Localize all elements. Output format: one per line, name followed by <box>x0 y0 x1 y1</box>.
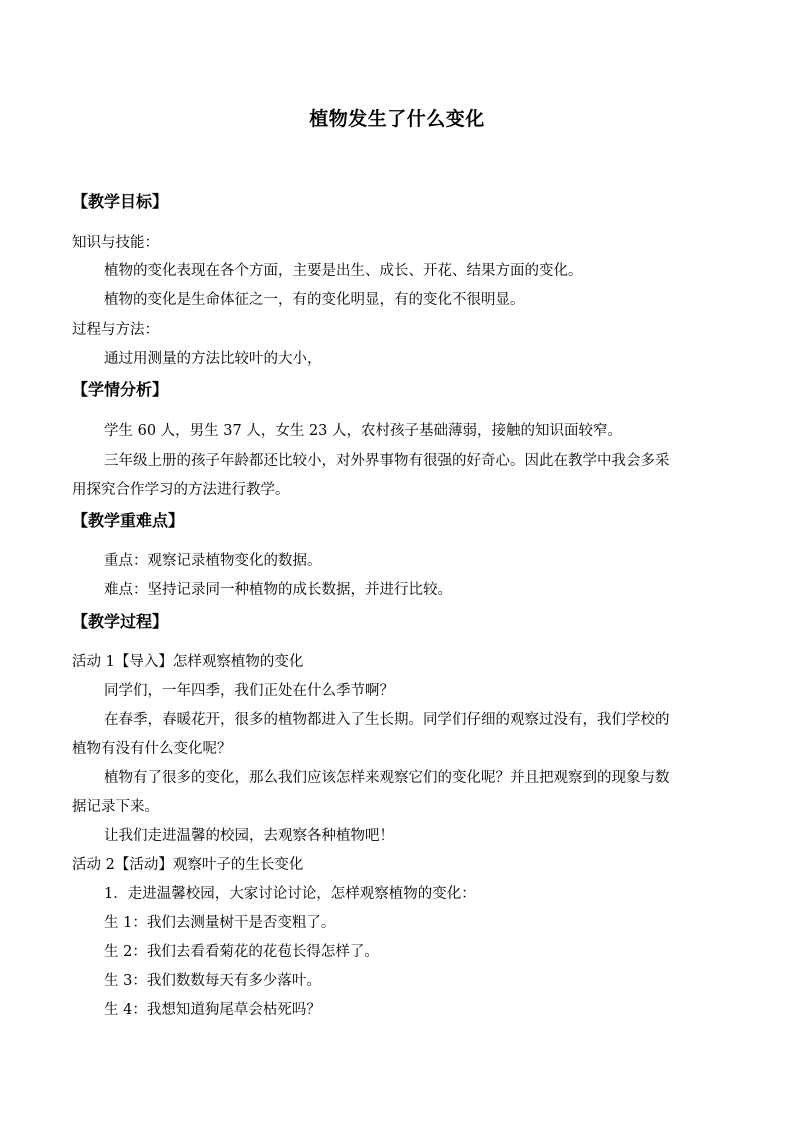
difficult-point: 难点：坚持记录同一种植物的成长数据，并进行比较。 <box>104 582 452 598</box>
activity-paragraph: 让我们走进温馨的校园，去观察各种植物吧！ <box>104 828 394 844</box>
process-item: 通过用测量的方法比较叶的大小， <box>104 351 322 367</box>
analysis-paragraph-continued: 用探究合作学习的方法进行教学。 <box>72 482 290 498</box>
section-heading-process: 【教学过程】 <box>72 612 169 631</box>
activity-paragraph: 在春季，春暖花开，很多的植物都进入了生长期。同学们仔细的观察过没有，我们学校的 <box>104 712 670 728</box>
student-response: 生 2：我们去看看菊花的花苞长得怎样了。 <box>104 944 379 960</box>
knowledge-item: 植物的变化是生命体征之一，有的变化明显，有的变化不很明显。 <box>104 292 525 308</box>
student-response: 生 3：我们数数每天有多少落叶。 <box>104 973 321 989</box>
section-heading-key-points: 【教学重难点】 <box>72 511 185 530</box>
section-heading-goals: 【教学目标】 <box>72 192 169 211</box>
student-response: 生 1：我们去测量树干是否变粗了。 <box>104 915 336 931</box>
analysis-paragraph: 三年级上册的孩子年龄都还比较小，对外界事物有很强的好奇心。因此在教学中我会多采 <box>104 453 670 469</box>
activity-paragraph: 植物有了很多的变化，那么我们应该怎样来观察它们的变化呢？并且把观察到的现象与数 <box>104 770 670 786</box>
activity-paragraph-continued: 据记录下来。 <box>72 799 159 815</box>
activity-title: 活动 2【活动】观察叶子的生长变化 <box>72 857 304 873</box>
student-response: 生 4：我想知道狗尾草会枯死吗？ <box>104 1002 321 1018</box>
activity-paragraph-continued: 植物有没有什么变化呢？ <box>72 741 232 757</box>
process-label: 过程与方法： <box>72 322 159 338</box>
knowledge-label: 知识与技能： <box>72 235 159 251</box>
section-heading-analysis: 【学情分析】 <box>72 380 169 399</box>
analysis-paragraph: 学生 60 人，男生 37 人，女生 23 人，农村孩子基础薄弱，接触的知识面较窄。 <box>104 423 623 439</box>
knowledge-item: 植物的变化表现在各个方面，主要是出生、成长、开花、结果方面的变化。 <box>104 263 583 279</box>
activity-paragraph: 1．走进温馨校园，大家讨论讨论，怎样观察植物的变化： <box>104 886 476 902</box>
activity-title: 活动 1【导入】怎样观察植物的变化 <box>72 654 304 670</box>
document-title: 植物发生了什么变化 <box>309 108 485 130</box>
activity-paragraph: 同学们，一年四季，我们正处在什么季节啊？ <box>104 683 394 699</box>
key-point: 重点：观察记录植物变化的数据。 <box>104 553 322 569</box>
